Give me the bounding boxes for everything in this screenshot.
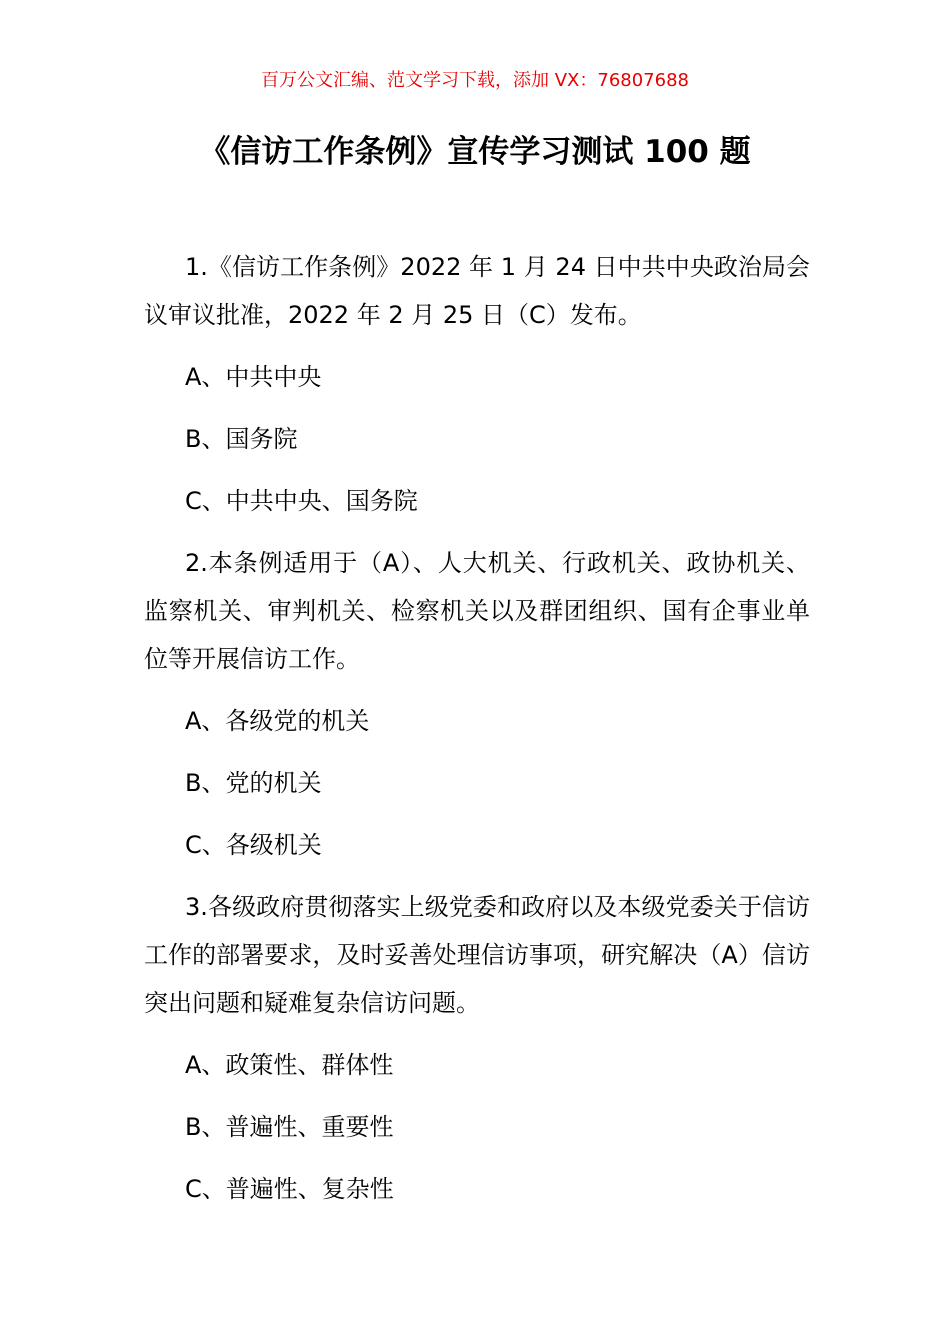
question-option: B、党的机关: [185, 769, 322, 797]
header-note: 百万公文汇编、范文学习下载，添加 VX：76807688: [261, 70, 689, 91]
question-option: B、国务院: [185, 425, 298, 453]
question-option: A、政策性、群体性: [185, 1051, 394, 1079]
question-option: C、普遍性、复杂性: [185, 1175, 394, 1203]
question-option: C、各级机关: [185, 831, 322, 859]
question-option: B、普遍性、重要性: [185, 1113, 394, 1141]
question-option: A、各级党的机关: [185, 707, 370, 735]
document-title: 《信访工作条例》宣传学习测试 100 题: [199, 134, 751, 170]
document-body: [144, 243, 810, 1227]
question-text: 2.本条例适用于（A）、人大机关、行政机关、政协机关、监察机关、审判机关、检察机关以及群团组织、国有企事业单位等开展信访工作。: [144, 549, 810, 673]
question-option: C、中共中央、国务院: [185, 487, 418, 515]
question-text: 3.各级政府贯彻落实上级党委和政府以及本级党委关于信访工作的部署要求，及时妥善处理信访事项，研究解决（A）信访突出问题和疑难复杂信访问题。: [144, 893, 810, 1017]
question-text: 1.《信访工作条例》2022 年 1 月 24 日中共中央政治局会议审议批准，2022 年 2 月 25 日（C）发布。: [144, 253, 810, 329]
question-option: A、中共中央: [185, 363, 322, 391]
